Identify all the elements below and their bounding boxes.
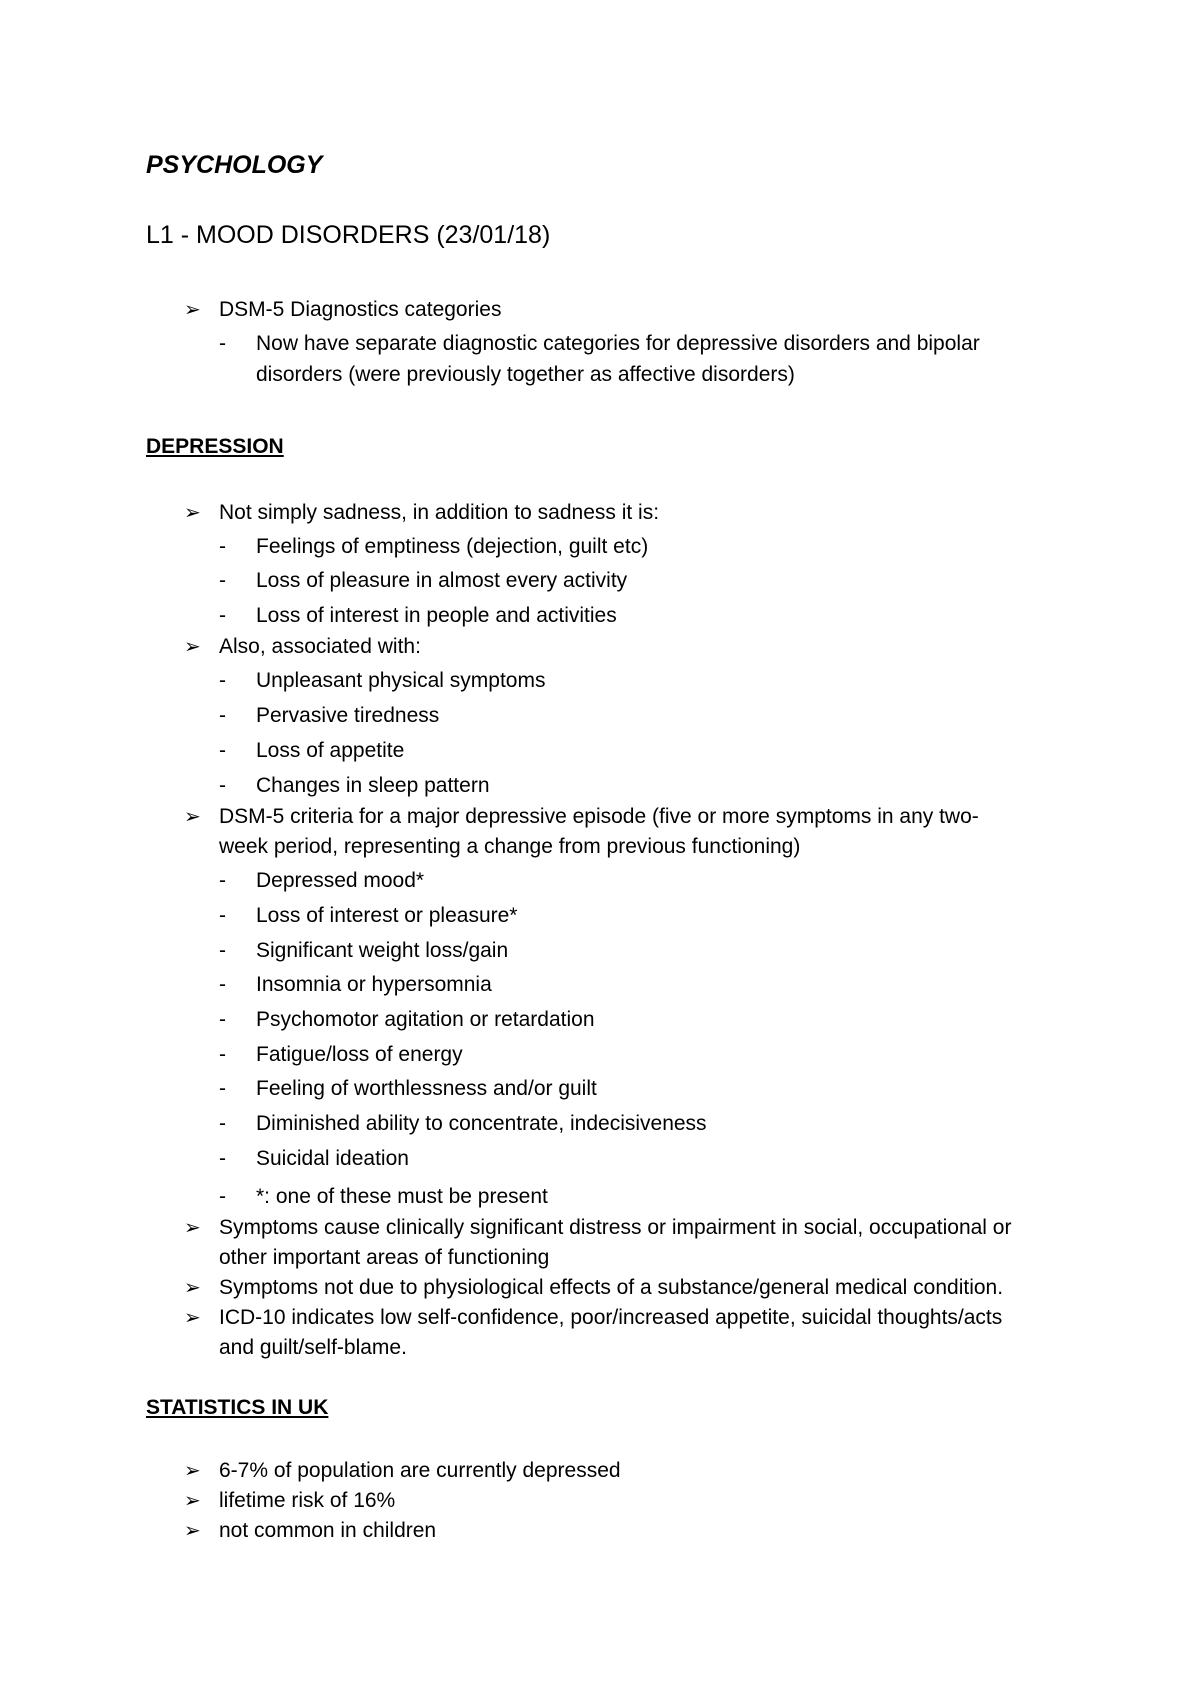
document-title: PSYCHOLOGY xyxy=(146,151,323,179)
bullet-arrow-icon: ➢ xyxy=(184,1277,201,1299)
depression-bullet-1: Not simply sadness, in addition to sadness it is: xyxy=(219,501,660,524)
list-item: Changes in sleep pattern xyxy=(256,774,490,797)
list-item: Insomnia or hypersomnia xyxy=(256,973,492,996)
dash-marker: - xyxy=(219,869,226,892)
dash-marker: - xyxy=(219,535,226,558)
bullet-arrow-icon: ➢ xyxy=(184,806,201,828)
bullet-arrow-icon: ➢ xyxy=(184,1490,201,1512)
bullet-arrow-icon: ➢ xyxy=(184,1307,201,1329)
dash-marker: - xyxy=(219,1077,226,1100)
list-item: Suicidal ideation xyxy=(256,1147,409,1170)
list-item: Loss of pleasure in almost every activity xyxy=(256,569,628,592)
list-item: *: one of these must be present xyxy=(256,1185,548,1208)
lecture-title: L1 - MOOD DISORDERS (23/01/18) xyxy=(146,221,551,249)
list-item: Loss of appetite xyxy=(256,739,405,762)
list-item: Pervasive tiredness xyxy=(256,704,440,727)
bullet-arrow-icon: ➢ xyxy=(184,502,201,524)
dash-marker: - xyxy=(219,739,226,762)
dash-marker: - xyxy=(219,973,226,996)
depression-bullet-4-line-2: other important areas of functioning xyxy=(219,1246,550,1269)
depression-bullet-5: Symptoms not due to physiological effects of a substance/general medical condition. xyxy=(219,1276,1004,1299)
bullet-arrow-icon: ➢ xyxy=(184,1460,201,1482)
list-item: Psychomotor agitation or retardation xyxy=(256,1008,595,1031)
list-item: Loss of interest in people and activities xyxy=(256,604,617,627)
depression-bullet-6-line-1: ICD-10 indicates low self-confidence, poor/increased appetite, suicidal thoughts/acts xyxy=(219,1306,1003,1329)
list-item: 6-7% of population are currently depressed xyxy=(219,1459,621,1482)
bullet-arrow-icon: ➢ xyxy=(184,1520,201,1542)
dash-marker: - xyxy=(219,704,226,727)
dash-marker: - xyxy=(219,669,226,692)
intro-dash-line-1: Now have separate diagnostic categories for depressive disorders and bipolar xyxy=(256,332,980,355)
intro-dash-line-2: disorders (were previously together as affective disorders) xyxy=(256,363,795,386)
depression-bullet-3-line-2: week period, representing a change from previous functioning) xyxy=(219,835,801,858)
section-heading-depression: DEPRESSION xyxy=(146,435,284,458)
section-heading-statistics: STATISTICS IN UK xyxy=(146,1396,329,1419)
dash-marker: - xyxy=(219,1008,226,1031)
dash-marker: - xyxy=(219,604,226,627)
list-item: Unpleasant physical symptoms xyxy=(256,669,546,692)
depression-bullet-4-line-1: Symptoms cause clinically significant distress or impairment in social, occupational or xyxy=(219,1216,1012,1239)
list-item: Diminished ability to concentrate, indecisiveness xyxy=(256,1112,707,1135)
bullet-arrow-icon: ➢ xyxy=(184,299,201,321)
bullet-arrow-icon: ➢ xyxy=(184,636,201,658)
dash-marker: - xyxy=(219,904,226,927)
dash-marker: - xyxy=(219,569,226,592)
dash-marker: - xyxy=(219,1185,226,1208)
dash-marker: - xyxy=(219,1043,226,1066)
dash-marker: - xyxy=(219,774,226,797)
dash-marker: - xyxy=(219,1112,226,1135)
dash-marker: - xyxy=(219,1147,226,1170)
list-item: Depressed mood* xyxy=(256,869,425,892)
list-item: Fatigue/loss of energy xyxy=(256,1043,463,1066)
bullet-arrow-icon: ➢ xyxy=(184,1217,201,1239)
list-item: not common in children xyxy=(219,1519,437,1542)
depression-bullet-3-line-1: DSM-5 criteria for a major depressive episode (five or more symptoms in any two- xyxy=(219,805,979,828)
list-item: lifetime risk of 16% xyxy=(219,1489,396,1512)
list-item: Feelings of emptiness (dejection, guilt etc) xyxy=(256,535,649,558)
list-item: Feeling of worthlessness and/or guilt xyxy=(256,1077,597,1100)
dash-marker: - xyxy=(219,939,226,962)
depression-bullet-2: Also, associated with: xyxy=(219,635,421,658)
depression-bullet-6-line-2: and guilt/self-blame. xyxy=(219,1336,407,1359)
list-item: Significant weight loss/gain xyxy=(256,939,509,962)
intro-bullet: DSM-5 Diagnostics categories xyxy=(219,298,502,321)
dash-marker: - xyxy=(219,332,226,355)
list-item: Loss of interest or pleasure* xyxy=(256,904,518,927)
